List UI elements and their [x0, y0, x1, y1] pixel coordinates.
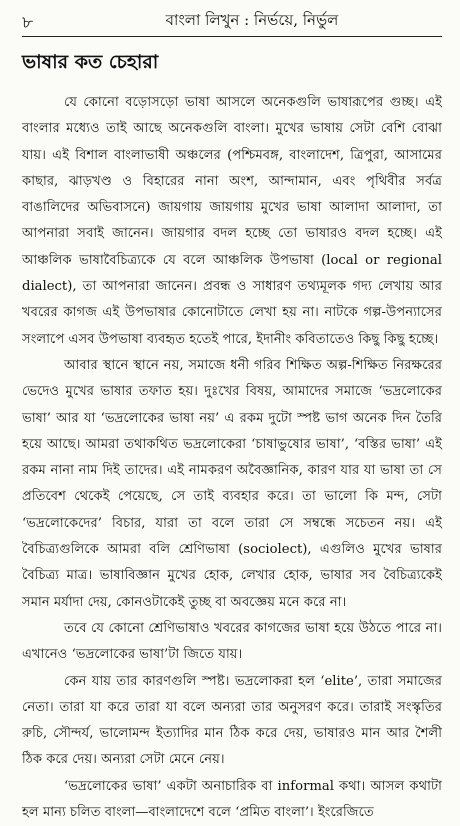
- book-title: বাংলা লিখুন : নির্ভয়ে, নির্ভুল: [165, 11, 339, 29]
- paragraph-1: যে কোনো বড়োসড়ো ভাষা আসলে অনেকগুলি ভাষারূপের গুচ্ছ। এই বাংলার মধ্যেও তাই আছে অনেকগুলি বাংলা। মুখের ভাষায় সেটা বেশি বোঝা যায়। এই বিশাল বাংলাভাষী অঞ্চলের (পশ্চিমবঙ্গ, বাংলাদেশ, ত্রিপুরা, আসামের কাছার, ঝাড়খণ্ড ও বিহারের নানা অংশ, আন্দামান, এবং পৃথিবীর সর্বত্র বাঙালিদের অভিবাসনে) জায়গায় জায়গায় মুখের ভাষা আলাদা আলাদা, তা আপনারা সবাই জানেন। জায়গার বদল হচ্ছে তো ভাষারও বদল হচ্ছে। এই আঞ্চলিক ভাষাবৈচিত্র্যকে যে বলে আঞ্চলিক উপভাষা (local or regional dialect), তা আপনারা জানেন। প্রবন্ধ ও সাধারণ তথ্যমূলক গদ্য লেখায় আর খবরের কাগজ এই উপভাষার কোনোটাতে লেখা হয় না। নাটকে গল্প-উপন্যাসের সংলাপে এসব উপভাষা ব্যবহৃত হতেই পারে, ইদানীং কবিতাতেও কিছু কিছু হচ্ছে।: [22, 95, 442, 347]
- running-head: [22, 0, 442, 38]
- page-number: ৮: [22, 13, 34, 33]
- section-heading: ভাষার কত চেহারা: [22, 51, 159, 73]
- paragraph-3: তবে যে কোনো শ্রেণিভাষাও খবরের কাগজের ভাষা হয়ে উঠতে পারে না। এখানেও ‘ভদ্রলোকের ভাষা’টা জিতে যায়।: [22, 620, 442, 663]
- paragraph-2: আবার স্থানে স্থানে নয়, সমাজে ধনী গরিব শিক্ষিত অল্প-শিক্ষিত নিরক্ষরের ভেদেও মুখের ভাষার তফাত হয়। দুঃখের বিষয়, আমাদের সমাজে ‘ভদ্রলোকের ভাষা’ আর যা ‘ভদ্রলোকের ভাষা নয়’ এ রকম দুটো স্পষ্ট ভাগ অনেক দিন তৈরি হয়ে আছে। আমরা তথাকথিত ভদ্রলোকেরা ‘চাষাভুষোর ভাষা’, ‘বস্তির ভাষা’ এই রকম নানা নাম দিই তাদের। এই নামকরণ অবৈজ্ঞানিক, কারণ যার যা ভাষা তা সে প্রতিবেশ থেকেই পেয়েছে, সে তাই ব্যবহার করে। তা ভালো কি মন্দ, সেটা ‘ভদ্রলোকেদের’ বিচার, যারা তা বলে তারা সে সম্বন্ধে সচেতন নয়। এই বৈচিত্র্যগুলিকে আমরা বলি শ্রেণিভাষা (sociolect), এগুলিও মুখের ভাষার বৈচিত্র্য মাত্র। ভাষাবিজ্ঞান মুখের হোক, লেখার হোক, ভাষার সব বৈচিত্র্যকেই সমান মর্যাদা দেয়, কোনওটাকেই তুচ্ছ বা অবজ্ঞেয় মনে করে না।: [22, 357, 442, 610]
- header-rule: [22, 36, 442, 37]
- paragraph-5: ‘ভদ্রলোকের ভাষা’ একটা অনাচারিক বা informal কথা। আসল কথাটা হল মান্য চলিত বাংলা—বাংলাদেশে বলে ‘প্রমিত বাংলা’। ইংরেজিতে: [22, 778, 442, 821]
- paragraph-4: কেন যায় তার কারণগুলি স্পষ্ট। ভদ্রলোকরা হল ‘elite’, তারা সমাজের নেতা। তারা যা করে তারা যা বলে অন্যরা তার অনুসরণ করে। তারাই সংস্কৃতির রুচি, সৌন্দর্য, ভালোমন্দ ইত্যাদির মান ঠিক করে দেয়, ভাষারও মান আর শৈলী ঠিক করে দেয়। অন্যরা সেটা মেনে নেয়।: [22, 673, 442, 768]
